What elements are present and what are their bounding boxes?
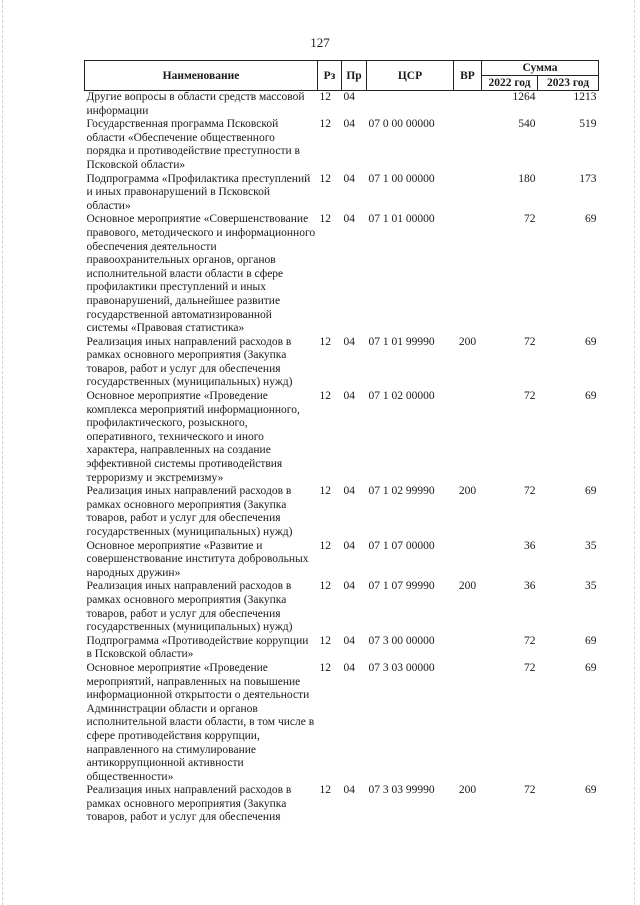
header-sum: Сумма: [482, 61, 599, 76]
row-sum-2022: 72: [524, 335, 536, 348]
table-row: [85, 390, 599, 485]
row-sum-2023: 69: [585, 634, 597, 647]
row-pr: 04: [343, 213, 355, 226]
row-vr: [454, 390, 482, 485]
row-name: Подпрограмма «Противодействие коррупции в Псковской области»: [86, 634, 309, 661]
row-csr: 07 3 03 00000: [368, 661, 435, 674]
header-year-2023: 2023 год: [538, 76, 599, 91]
row-csr: 07 3 00 00000: [368, 634, 435, 647]
row-csr: 07 3 03 99990: [368, 784, 435, 797]
row-sum-2023: 35: [585, 580, 597, 593]
row-csr: 07 1 02 00000: [368, 390, 435, 403]
row-vr: [454, 173, 482, 214]
budget-table: [84, 60, 599, 825]
row-csr: 07 1 00 00000: [368, 172, 435, 185]
row-name: Реализация иных направлений расходов в рамках основного мероприятия (Закупка товаров, работ и услуг для обеспечения государственных (муниципальных) нужд): [86, 335, 293, 389]
row-rz: 12: [319, 580, 331, 593]
row-sum-2023: 69: [585, 335, 597, 348]
row-sum-2022: 72: [524, 213, 536, 226]
row-sum-2022: 72: [524, 634, 536, 647]
row-sum-2022: 72: [524, 390, 536, 403]
row-pr: 04: [343, 634, 355, 647]
row-name: Государственная программа Псковской области «Обеспечение общественного порядка и противодействие преступности в Псковской области»: [86, 118, 300, 171]
row-name: Основное мероприятие «Проведение мероприятий, направленных на повышение информационной открытости о деятельности Администрации области и органов исполнительной власти области, в том числе в сфере противодействия коррупции, направленного на стимулирование антикоррупционной активности общественности»: [86, 661, 315, 783]
header-pr: Пр: [342, 61, 367, 91]
row-sum-2022: 180: [518, 172, 536, 185]
header-csr: ЦСР: [367, 61, 454, 91]
row-name: Основное мероприятие «Совершенствование правового, методического и информационного обеспечения деятельности правоохранительных органов, органов исполнительной власти области в сфере профилактики преступлений и иных правонарушений, дальнейшее развитие государственной автоматизированной системы «Правовая статистика»: [86, 213, 316, 335]
scan-edge-left: [2, 0, 4, 905]
row-pr: 04: [343, 661, 355, 674]
row-name: Подпрограмма «Профилактика преступлений и иных правонарушений в Псковской области»: [86, 172, 311, 212]
row-vr: 200: [458, 784, 477, 797]
row-csr: 07 1 01 99990: [368, 335, 435, 348]
table-row: [85, 784, 599, 825]
row-pr: 04: [343, 539, 355, 552]
row-rz: 12: [319, 784, 331, 797]
row-sum-2022: 36: [524, 539, 536, 552]
row-pr: 04: [343, 485, 355, 498]
row-vr: [454, 118, 482, 172]
table-row: [85, 635, 599, 662]
row-pr: 04: [343, 580, 355, 593]
row-vr: 200: [458, 485, 477, 498]
row-vr: [454, 213, 482, 335]
row-sum-2022: 72: [524, 661, 536, 674]
row-rz: 12: [319, 661, 331, 674]
row-csr: 07 1 02 99990: [368, 485, 435, 498]
row-rz: 12: [319, 485, 331, 498]
row-name: Реализация иных направлений расходов в рамках основного мероприятия (Закупка товаров, работ и услуг для обеспечения: [86, 784, 292, 824]
row-pr: 04: [343, 784, 355, 797]
row-name: Основное мероприятие «Проведение комплекса мероприятий информационного, профилактического, розыскного, оперативного, технического и иного характера, направленных на создание эффективной системы противодействия терроризму и экстремизму»: [86, 390, 300, 484]
row-sum-2023: 1213: [573, 91, 597, 103]
header-name: Наименование: [85, 61, 318, 91]
row-sum-2023: 173: [579, 172, 597, 185]
scan-edge-right: [634, 0, 636, 905]
row-sum-2023: 69: [585, 784, 597, 797]
row-pr: 04: [343, 335, 355, 348]
row-csr: 07 1 07 99990: [368, 580, 435, 593]
row-sum-2023: 519: [579, 118, 597, 131]
row-sum-2023: 69: [585, 485, 597, 498]
row-sum-2023: 69: [585, 213, 597, 226]
table-row: [85, 336, 599, 390]
table-row: [85, 580, 599, 634]
row-pr: 04: [343, 118, 355, 131]
header-year-2022: 2022 год: [482, 76, 538, 91]
row-vr: 200: [458, 580, 477, 593]
table-row: [85, 485, 599, 539]
row-name: Основное мероприятие «Развитие и совершенствование института добровольных народных дружин»: [86, 539, 309, 579]
table-row: [85, 91, 599, 119]
row-rz: 12: [319, 91, 331, 103]
row-sum-2023: 69: [585, 661, 597, 674]
table-row: [85, 662, 599, 784]
row-rz: 12: [319, 118, 331, 131]
row-name: Другие вопросы в области средств массовой информации: [86, 91, 305, 117]
page-number: 127: [310, 35, 330, 50]
row-sum-2023: 69: [585, 390, 597, 403]
table-body: [85, 91, 599, 826]
row-csr: [367, 91, 454, 119]
row-name: Реализация иных направлений расходов в рамках основного мероприятия (Закупка товаров, работ и услуг для обеспечения государственных (муниципальных) нужд): [86, 580, 293, 634]
row-pr: 04: [343, 91, 355, 103]
row-vr: [454, 91, 482, 119]
header-rz: Рз: [318, 61, 342, 91]
table-row: [85, 213, 599, 335]
header-vr: ВР: [454, 61, 482, 91]
row-sum-2023: 35: [585, 539, 597, 552]
row-csr: 07 1 07 00000: [368, 539, 435, 552]
row-rz: 12: [319, 390, 331, 403]
row-name: Реализация иных направлений расходов в рамках основного мероприятия (Закупка товаров, работ и услуг для обеспечения государственных (муниципальных) нужд): [86, 485, 293, 538]
row-vr: [454, 540, 482, 581]
table-row: [85, 118, 599, 172]
row-rz: 12: [319, 539, 331, 552]
row-rz: 12: [319, 634, 331, 647]
row-sum-2022: 72: [524, 784, 536, 797]
row-rz: 12: [319, 172, 331, 185]
table-header: [85, 61, 599, 91]
table-row: [85, 173, 599, 214]
row-sum-2022: 36: [524, 580, 536, 593]
row-sum-2022: 1264: [512, 91, 536, 103]
row-sum-2022: 540: [518, 118, 536, 131]
table-row: [85, 540, 599, 581]
row-pr: 04: [343, 172, 355, 185]
row-vr: [454, 662, 482, 784]
row-sum-2022: 72: [524, 485, 536, 498]
row-rz: 12: [319, 213, 331, 226]
row-csr: 07 0 00 00000: [368, 118, 435, 131]
row-vr: [454, 635, 482, 662]
row-rz: 12: [319, 335, 331, 348]
row-pr: 04: [343, 390, 355, 403]
row-csr: 07 1 01 00000: [368, 213, 435, 226]
row-vr: 200: [458, 335, 477, 348]
